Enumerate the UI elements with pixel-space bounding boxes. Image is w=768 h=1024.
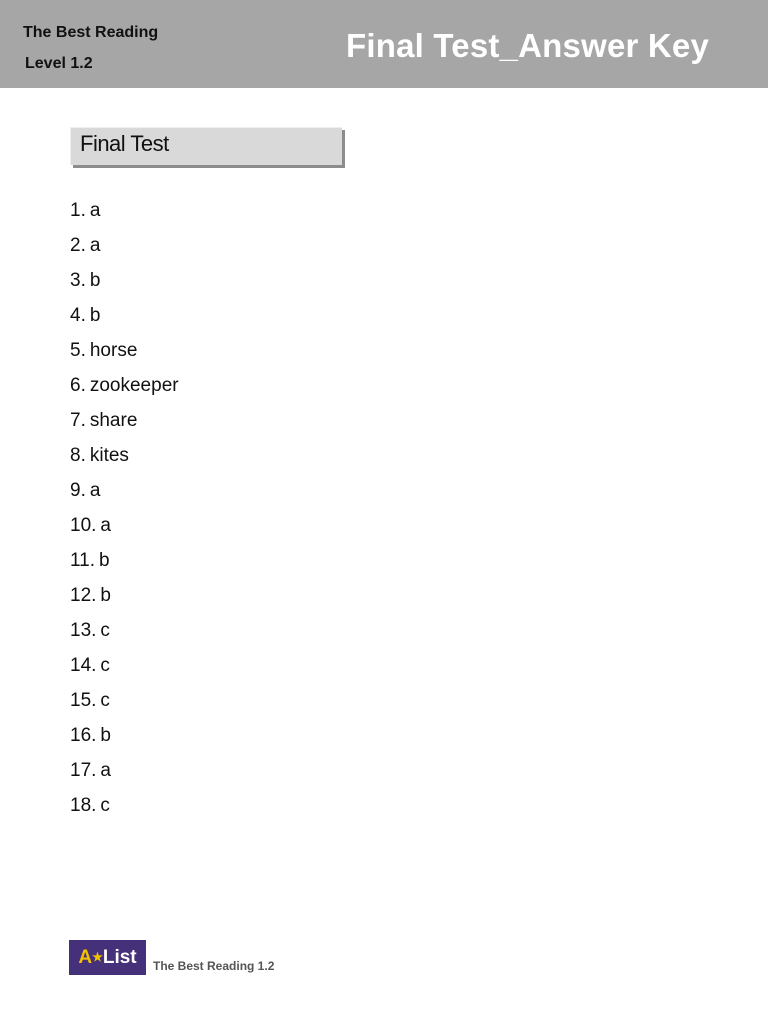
answer-number: 1. bbox=[70, 200, 86, 221]
answer-item bbox=[70, 753, 470, 788]
answer-value: kites bbox=[89, 445, 129, 466]
answer-value: a bbox=[100, 515, 111, 536]
answer-item bbox=[70, 438, 470, 473]
answer-value: c bbox=[100, 795, 110, 816]
section-heading-box bbox=[70, 127, 342, 165]
answer-item bbox=[70, 718, 470, 753]
answer-number: 3. bbox=[70, 270, 86, 291]
answer-value: b bbox=[89, 305, 101, 326]
answer-number: 11. bbox=[70, 550, 96, 571]
answer-number: 12. bbox=[70, 585, 97, 606]
series-name: The Best Reading bbox=[23, 24, 159, 41]
header-band bbox=[0, 0, 768, 88]
answer-item bbox=[70, 683, 470, 718]
answer-number: 13. bbox=[70, 620, 97, 641]
answer-item bbox=[70, 508, 470, 543]
answer-item bbox=[70, 788, 470, 823]
answer-number: 5. bbox=[70, 340, 86, 361]
answer-value: a bbox=[89, 235, 101, 256]
logo-letter: A bbox=[78, 947, 93, 968]
answer-number: 14. bbox=[70, 655, 97, 676]
answer-value: c bbox=[100, 620, 110, 641]
answer-number: 17. bbox=[70, 760, 97, 781]
answer-item bbox=[70, 228, 470, 263]
a-list-logo bbox=[69, 940, 146, 975]
answer-item bbox=[70, 473, 470, 508]
answer-number: 4. bbox=[70, 305, 86, 326]
answer-item bbox=[70, 648, 470, 683]
level-label: Level 1.2 bbox=[25, 55, 93, 72]
answer-item bbox=[70, 543, 470, 578]
answer-value: b bbox=[89, 270, 101, 291]
answer-number: 18. bbox=[70, 795, 97, 816]
answer-item bbox=[70, 578, 470, 613]
star-icon: ★ bbox=[92, 950, 103, 964]
answer-value: b bbox=[100, 725, 111, 746]
answer-item bbox=[70, 368, 470, 403]
section-title: Final Test bbox=[80, 131, 169, 156]
answer-value: a bbox=[89, 480, 101, 501]
answer-item bbox=[70, 613, 470, 648]
answer-item bbox=[70, 333, 470, 368]
footer-caption: The Best Reading 1.2 bbox=[153, 959, 275, 973]
logo-word: List bbox=[102, 947, 137, 968]
answer-number: 7. bbox=[70, 410, 86, 431]
answer-number: 16. bbox=[70, 725, 97, 746]
answer-value: c bbox=[100, 690, 110, 711]
answer-value: a bbox=[100, 760, 111, 781]
answer-value: horse bbox=[89, 340, 138, 361]
answer-number: 8. bbox=[70, 445, 86, 466]
answer-value: c bbox=[100, 655, 110, 676]
document-title: Final Test_Answer Key bbox=[346, 27, 710, 64]
answer-item bbox=[70, 263, 470, 298]
answer-number: 6. bbox=[70, 375, 86, 396]
answer-number: 10. bbox=[70, 515, 97, 536]
answer-value: b bbox=[99, 550, 110, 571]
answer-value: share bbox=[89, 410, 138, 431]
answer-value: zookeeper bbox=[89, 375, 179, 396]
answer-number: 9. bbox=[70, 480, 86, 501]
answer-list bbox=[70, 193, 470, 823]
answer-number: 15. bbox=[70, 690, 97, 711]
answer-value: b bbox=[100, 585, 111, 606]
answer-item bbox=[70, 403, 470, 438]
answer-item bbox=[70, 193, 470, 228]
answer-value: a bbox=[89, 200, 101, 221]
answer-number: 2. bbox=[70, 235, 86, 256]
answer-item bbox=[70, 298, 470, 333]
